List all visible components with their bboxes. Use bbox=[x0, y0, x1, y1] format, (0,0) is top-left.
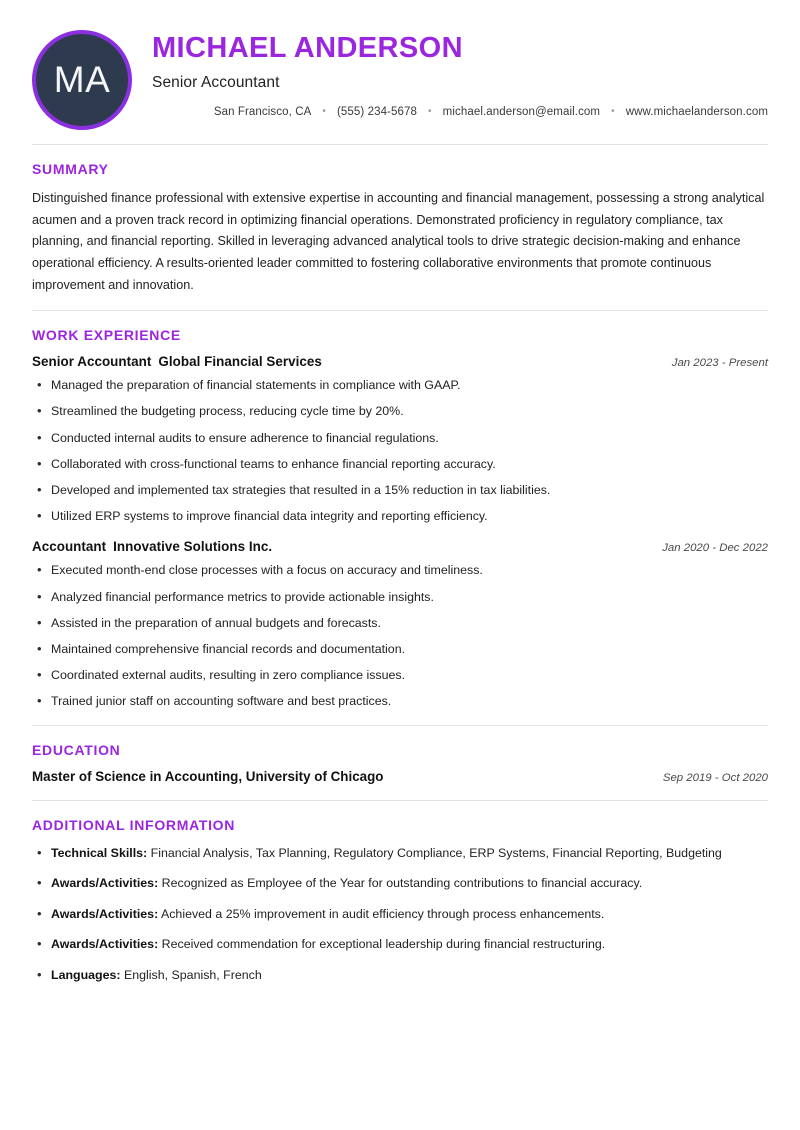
additional-info-label: Awards/Activities: bbox=[51, 937, 159, 952]
experience-bullet: • Developed and implemented tax strategies that resulted in a 15% reduction in tax liabilities. bbox=[32, 481, 768, 500]
additional-info-item bbox=[32, 935, 768, 954]
additional-info-label: Awards/Activities: bbox=[51, 876, 159, 891]
additional-info-value: Recognized as Employee of the Year for outstanding contributions to financial accuracy. bbox=[161, 876, 643, 891]
section-summary bbox=[32, 145, 768, 310]
avatar-initials: MA bbox=[53, 59, 111, 100]
experience-bullet: • Coordinated external audits, resulting in zero compliance issues. bbox=[32, 666, 768, 685]
section-work-experience bbox=[32, 311, 768, 710]
contact-email[interactable]: michael.anderson@email.com bbox=[442, 106, 601, 119]
experience-entry bbox=[32, 539, 768, 710]
experience-heading bbox=[32, 354, 322, 369]
additional-info-label: Technical Skills: bbox=[51, 845, 148, 860]
education-degree: Master of Science in Accounting, University of Chicago bbox=[32, 768, 384, 784]
experience-dates: Jan 2020 - Dec 2022 bbox=[662, 542, 768, 555]
additional-info-value: Financial Analysis, Tax Planning, Regulatory Compliance, ERP Systems, Financial Reporting, Budgeting bbox=[150, 845, 722, 860]
education-entry bbox=[32, 769, 768, 800]
experience-entry bbox=[32, 354, 768, 525]
experience-bullet: • Managed the preparation of financial statements in compliance with GAAP. bbox=[32, 376, 768, 395]
additional-info-item bbox=[32, 874, 768, 893]
experience-bullet: • Analyzed financial performance metrics to provide actionable insights. bbox=[32, 588, 768, 607]
experience-bullet-list bbox=[32, 376, 768, 525]
section-title-education: EDUCATION bbox=[32, 741, 121, 758]
experience-dates: Jan 2023 - Present bbox=[671, 357, 768, 370]
contact-website[interactable]: www.michaelanderson.com bbox=[625, 106, 768, 119]
experience-entry-header bbox=[32, 354, 768, 369]
additional-info-value: Achieved a 25% improvement in audit efficiency through process enhancements. bbox=[160, 906, 605, 921]
experience-bullet: • Streamlined the budgeting process, reducing cycle time by 20%. bbox=[32, 402, 768, 421]
experience-entry-header bbox=[32, 539, 768, 554]
experience-bullet-list bbox=[32, 561, 768, 710]
contact-phone[interactable]: (555) 234-5678 bbox=[337, 106, 418, 119]
experience-position: Senior Accountant bbox=[32, 354, 152, 370]
candidate-name: MICHAEL ANDERSON bbox=[152, 32, 463, 64]
section-education bbox=[32, 726, 768, 800]
experience-bullet: • Assisted in the preparation of annual budgets and forecasts. bbox=[32, 614, 768, 633]
experience-heading bbox=[32, 539, 272, 554]
candidate-job-title: Senior Accountant bbox=[152, 74, 280, 92]
experience-bullet: • Trained junior staff on accounting software and best practices. bbox=[32, 692, 768, 711]
contact-location: San Francisco, CA bbox=[213, 106, 312, 119]
experience-bullet: • Conducted internal audits to ensure adherence to financial regulations. bbox=[32, 429, 768, 448]
experience-position: Accountant bbox=[32, 539, 107, 555]
additional-info-list bbox=[32, 844, 768, 985]
experience-company: Innovative Solutions Inc. bbox=[113, 539, 273, 555]
additional-info-item bbox=[32, 905, 768, 924]
additional-info-label: Languages: bbox=[51, 968, 121, 983]
contact-separator-icon: • bbox=[322, 106, 326, 118]
additional-info-value: English, Spanish, French bbox=[124, 968, 262, 983]
additional-info-label: Awards/Activities: bbox=[51, 906, 159, 921]
experience-bullet: • Collaborated with cross-functional teams to enhance financial reporting accuracy. bbox=[32, 455, 768, 474]
education-dates: Sep 2019 - Oct 2020 bbox=[662, 771, 768, 784]
additional-info-item bbox=[32, 844, 768, 863]
section-title-work-experience: WORK EXPERIENCE bbox=[32, 327, 181, 344]
contact-separator-icon: • bbox=[428, 106, 432, 118]
contact-separator-icon: • bbox=[611, 106, 615, 118]
experience-bullet: • Maintained comprehensive financial records and documentation. bbox=[32, 640, 768, 659]
experience-bullet: • Utilized ERP systems to improve financial data integrity and reporting efficiency. bbox=[32, 507, 768, 526]
section-additional-information bbox=[32, 801, 768, 985]
contact-line bbox=[152, 106, 768, 118]
section-title-additional-information: ADDITIONAL INFORMATION bbox=[32, 816, 236, 833]
avatar bbox=[32, 30, 132, 130]
additional-info-item bbox=[32, 966, 768, 985]
section-title-summary: SUMMARY bbox=[32, 161, 109, 177]
resume-header bbox=[32, 28, 768, 144]
summary-text: Distinguished finance professional with extensive expertise in accounting and financial management, possessing a strong analytical acumen and a proven track record in optimizing financial operations. Demonstrated proficiency in regulatory compliance, tax planning, and financial reporting. Skilled in leveraging advanced analytical tools to drive strategic decision-making and enhance operational efficiency. A results-oriented leader committed to fostering collaborative environments that promote continuous improvement and innovation. bbox=[32, 191, 765, 292]
experience-company: Global Financial Services bbox=[158, 354, 322, 370]
additional-info-value: Received commendation for exceptional leadership during financial restructuring. bbox=[161, 937, 606, 952]
experience-bullet: • Executed month-end close processes with a focus on accuracy and timeliness. bbox=[32, 561, 768, 580]
header-text-block bbox=[152, 28, 768, 118]
